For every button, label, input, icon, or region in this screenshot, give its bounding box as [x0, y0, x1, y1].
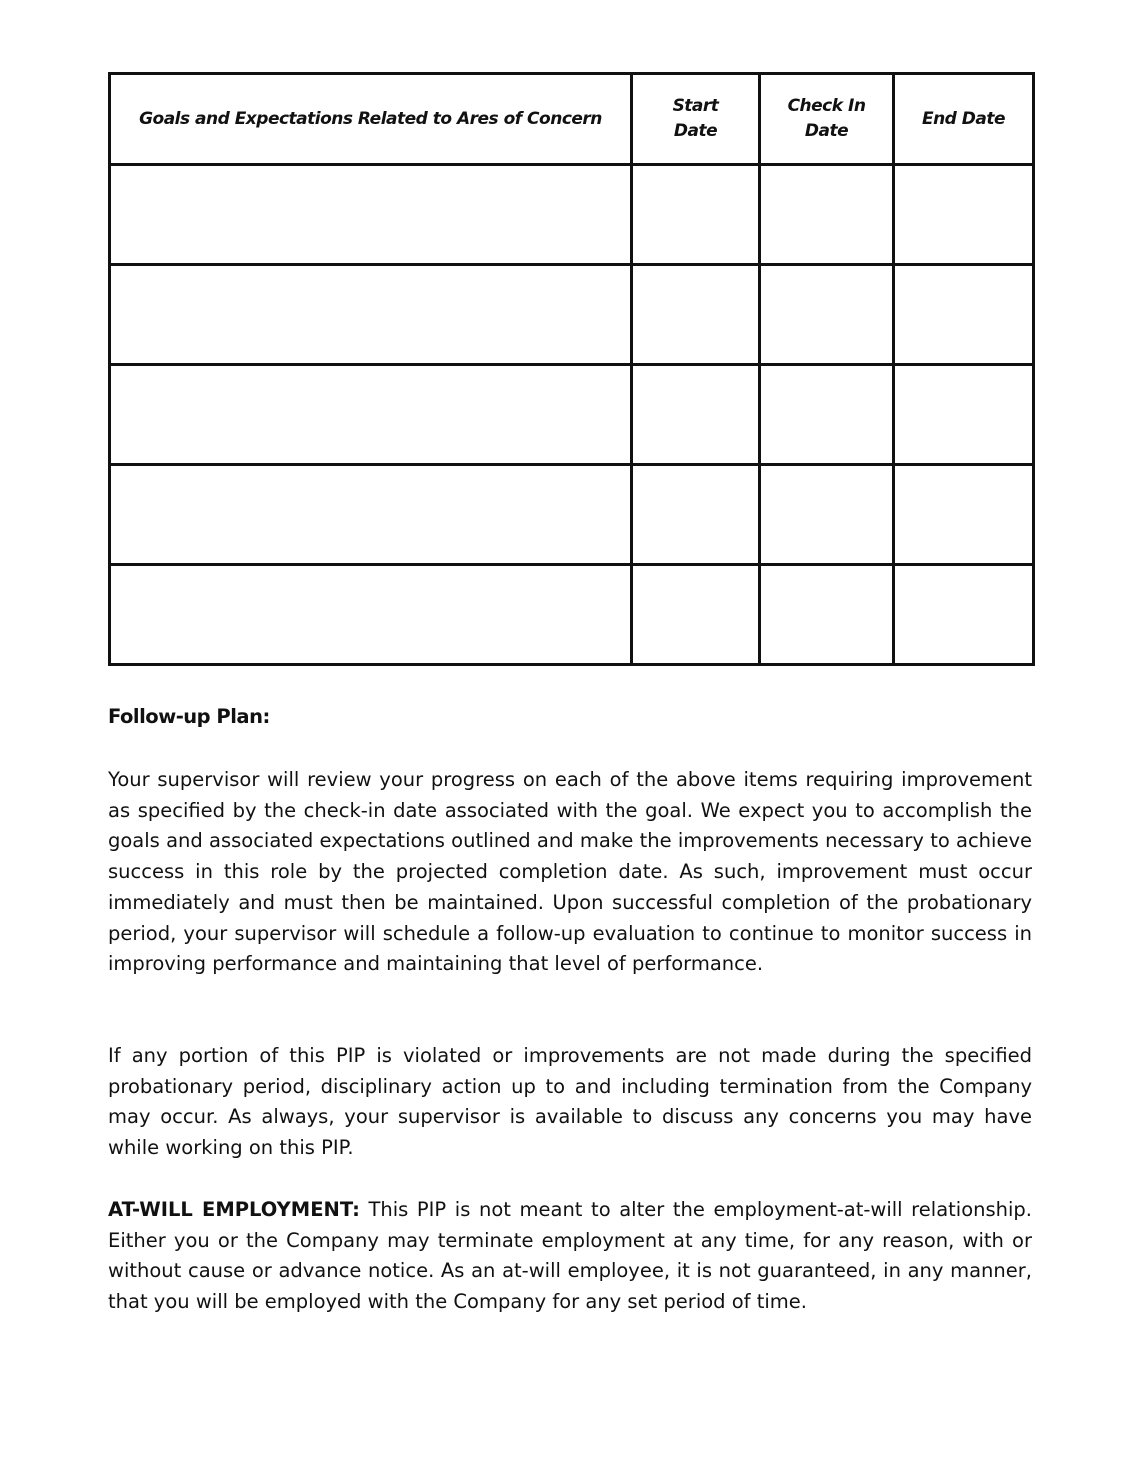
table-cell[interactable] [894, 465, 1034, 565]
table-header-row [110, 74, 1034, 165]
header-check-in-date: Check In Date [760, 74, 894, 165]
follow-up-paragraph-1: Your supervisor will review your progress on each of the above items requiring improvement as specified by the check-in date associated with the goal. We expect you to accomplish the goals and associated expectations outlined and make the improvements necessary to achieve success in this role by the projected completion date. As such, improvement must occur immediately and must then be maintained. Upon successful completion of the probationary period, your supervisor will schedule a follow-up evaluation to continue to monitor success in improving performance and maintaining that level of performance. [108, 768, 1032, 976]
table-cell[interactable] [632, 165, 760, 265]
header-start-date: Start Date [632, 74, 760, 165]
table-row [110, 165, 1034, 265]
table-cell[interactable] [760, 365, 894, 465]
table-row [110, 465, 1034, 565]
follow-up-heading: Follow-up Plan: [108, 705, 270, 728]
table-cell[interactable] [894, 165, 1034, 265]
table-cell[interactable] [110, 165, 632, 265]
table-row [110, 565, 1034, 665]
header-goals: Goals and Expectations Related to Ares of Concern [110, 74, 632, 165]
table-cell[interactable] [894, 565, 1034, 665]
table-cell[interactable] [110, 265, 632, 365]
table-cell[interactable] [632, 365, 760, 465]
table-cell[interactable] [760, 265, 894, 365]
table-cell[interactable] [110, 465, 632, 565]
table-cell[interactable] [760, 165, 894, 265]
table-cell[interactable] [632, 565, 760, 665]
table-row [110, 365, 1034, 465]
table-cell[interactable] [760, 465, 894, 565]
table-cell[interactable] [632, 465, 760, 565]
table-cell[interactable] [110, 565, 632, 665]
header-end-date: End Date [894, 74, 1034, 165]
table-cell[interactable] [894, 365, 1034, 465]
table-cell[interactable] [894, 265, 1034, 365]
at-will-text: This PIP is not meant to alter the employment-at-will relationship. Either you or the Company may terminate employment at any time, for any reason, with or without cause or advance notice. As an at-will employee, it is not guaranteed, in any manner, that you will be employed with the Company for any set period of time. [108, 1198, 1033, 1314]
at-will-paragraph [108, 1195, 1032, 1318]
follow-up-paragraph-2: If any portion of this PIP is violated or improvements are not made during the specified probationary period, disciplinary action up to and including termination from the Company may occur. As always, your supervisor is available to discuss any concerns you may have while working on this PIP. [108, 1044, 1032, 1160]
table-cell[interactable] [632, 265, 760, 365]
goals-table [108, 72, 1035, 666]
at-will-label: AT-WILL EMPLOYMENT: [108, 1198, 360, 1221]
table-row [110, 265, 1034, 365]
table-cell[interactable] [760, 565, 894, 665]
table-cell[interactable] [110, 365, 632, 465]
